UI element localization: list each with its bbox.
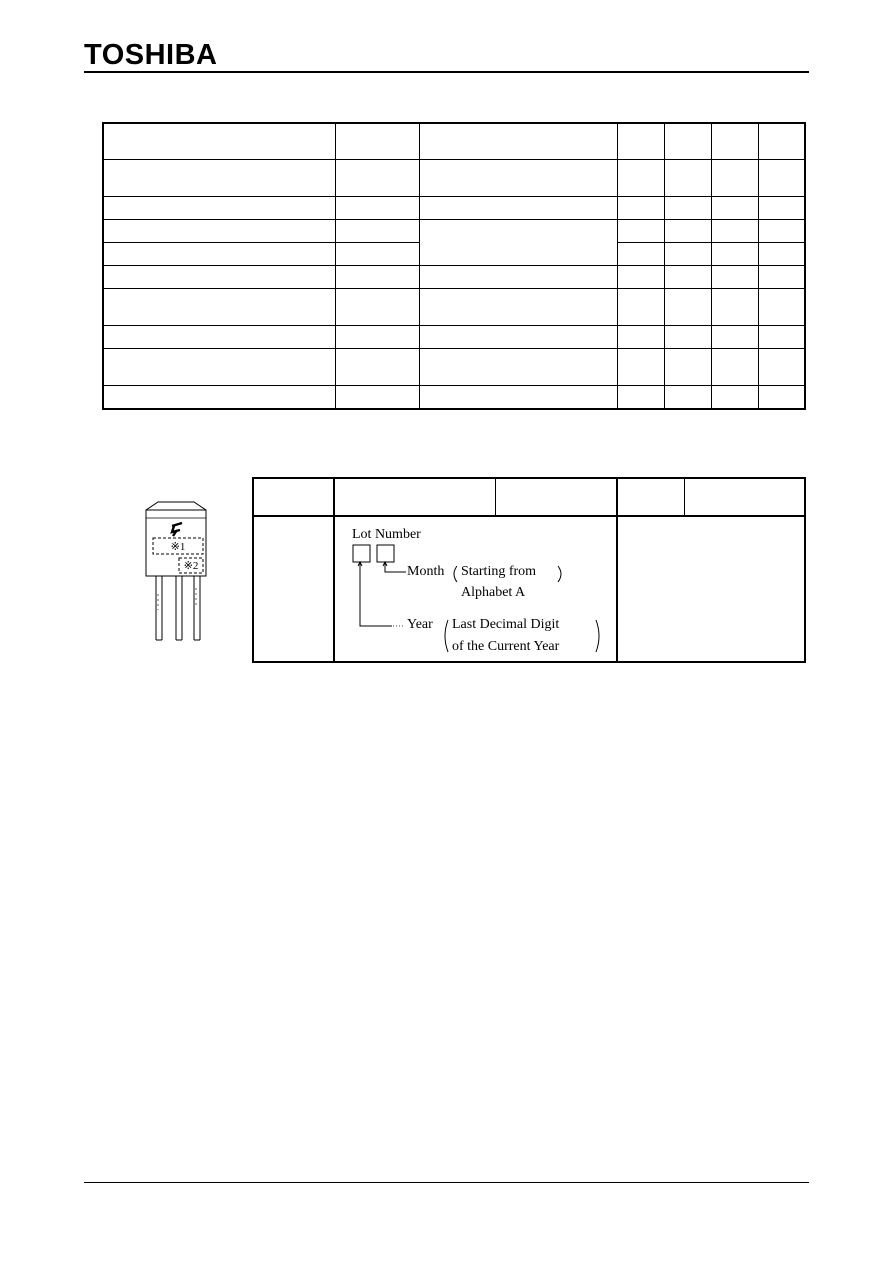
toshiba-mark-icon [172, 523, 182, 536]
footer-rule [84, 1182, 809, 1183]
month-label: Month [407, 564, 445, 579]
header-rule [84, 71, 809, 73]
table-row [103, 326, 805, 349]
year-note-line2: of the Current Year [452, 639, 560, 654]
table-row [103, 349, 805, 386]
table-row [103, 197, 805, 220]
toshiba-logo: TOSHIBA [84, 39, 218, 71]
table-row [103, 266, 805, 289]
characteristics-table [102, 122, 806, 410]
table-header-row [103, 123, 805, 160]
table-row [103, 386, 805, 410]
mark-2-label: ※2 [183, 560, 199, 572]
year-note-line1: Last Decimal Digit [452, 617, 560, 632]
month-note-line2: Alphabet A [461, 585, 526, 600]
marking-header-row [253, 478, 805, 516]
lot-number-diagram [340, 522, 615, 662]
lot-number-label: Lot Number [352, 527, 421, 542]
table-row [103, 160, 805, 197]
table-row [103, 289, 805, 326]
mark-1-label: ※1 [170, 541, 186, 553]
table-row [103, 220, 805, 243]
month-note-line1: Starting from [461, 564, 537, 579]
package-outline-drawing [136, 498, 216, 648]
year-label: Year [407, 617, 433, 632]
